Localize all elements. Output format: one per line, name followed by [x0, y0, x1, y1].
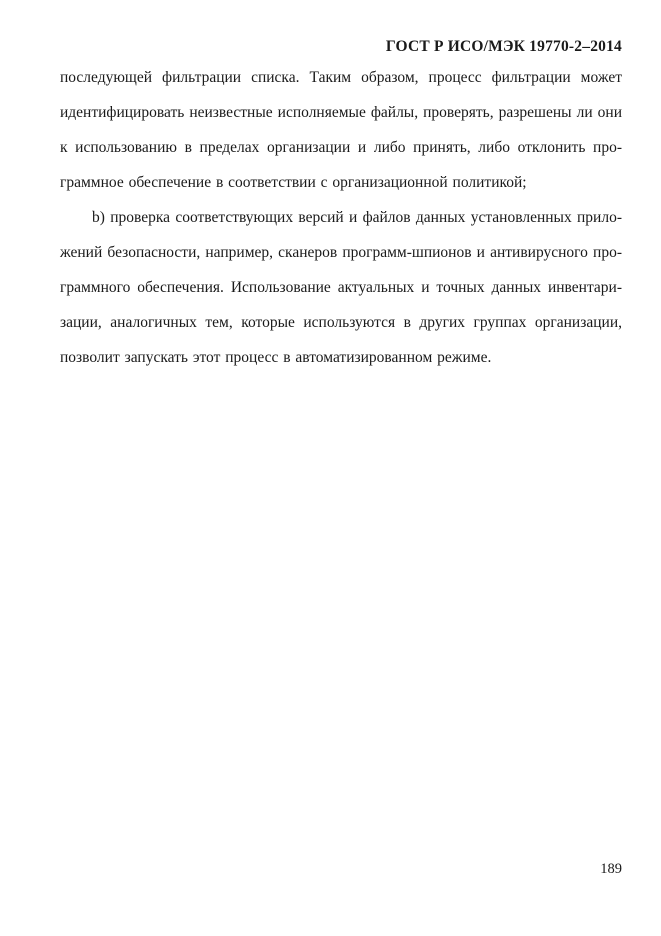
page-header [60, 38, 622, 56]
text-line: граммное обеспечение в соответствии с организационной политикой; [60, 174, 527, 191]
standard-designation: ГОСТ Р ИСО/МЭК 19770-2–2014 [385, 38, 622, 55]
text-line: позволит запускать этот процесс в автоматизированном режиме. [60, 349, 492, 366]
document-body [60, 60, 622, 375]
page-number: 189 [600, 861, 622, 877]
text-line: последующей фильтрации списка. Таким образом, процесс фильтрации может [60, 69, 622, 86]
text-line: граммного обеспечения. Использование актуальных и точных данных инвентари- [60, 279, 622, 296]
page-footer [60, 861, 622, 878]
text-line-list-item-b: b) проверка соответствующих версий и файлов данных установленных прило- [92, 209, 622, 226]
text-line: к использованию в пределах организации и либо принять, либо отклонить про- [60, 139, 622, 156]
text-line: жений безопасности, например, сканеров программ-шпионов и антивирусного про- [60, 244, 622, 261]
text-line: идентифицировать неизвестные исполняемые файлы, проверять, разрешены ли они [60, 104, 622, 121]
text-line: зации, аналогичных тем, которые используются в других группах организации, [60, 314, 622, 331]
